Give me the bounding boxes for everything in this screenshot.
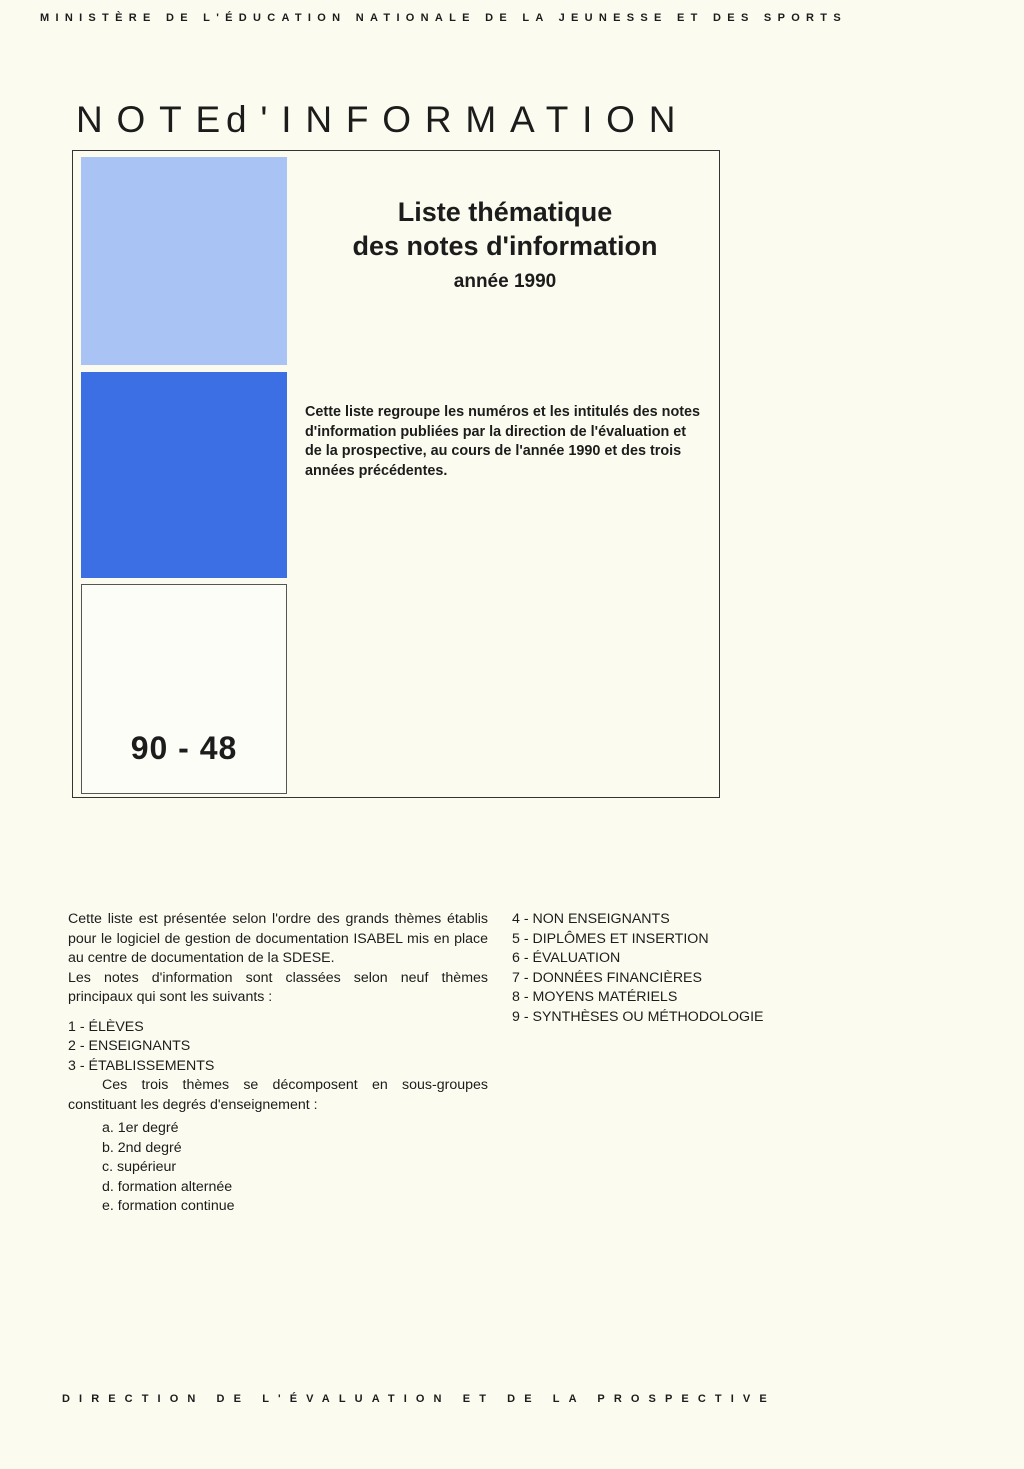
theme-item: 7 - DONNÉES FINANCIÈRES (512, 969, 702, 986)
direction-footer: DIRECTION DE L'ÉVALUATION ET DE LA PROSPECTIVE (62, 1393, 776, 1405)
code-block (81, 584, 287, 794)
subgroup-item: c. supérieur (102, 1159, 177, 1175)
title-line-1: Liste thématique (397, 197, 613, 227)
cover-title (305, 195, 705, 263)
cover-year: année 1990 (453, 271, 557, 292)
cover-summary: Cette liste regroupe les numéros et les intitulés des notes d'information publiées par la direction de l'évaluation et de la prospective, au cours de l'année 1990 et des trois années précédentes. (305, 404, 701, 479)
brand-d: d' (225, 99, 282, 140)
theme-item: 6 - ÉVALUATION (512, 950, 621, 966)
intro-paragraph-1: Cette liste est présentée selon l'ordre des grands thèmes établis pour le logiciel de gestion de documentation ISABEL mis en place au centre de documentation de la SDESE. (68, 911, 488, 966)
left-column (68, 910, 488, 1217)
theme-item: 2 - ENSEIGNANTS (68, 1038, 191, 1054)
publication-title (76, 98, 736, 142)
subgroup-item: e. formation continue (102, 1198, 235, 1214)
theme-item: 8 - MOYENS MATÉRIELS (512, 989, 678, 1005)
subgroup-item: b. 2nd degré (102, 1139, 182, 1156)
theme-item: 5 - DIPLÔMES ET INSERTION (512, 930, 709, 947)
subgroups-list (68, 1119, 488, 1217)
note-number: 90 - 48 (130, 730, 238, 766)
dark-blue-block (81, 372, 287, 578)
subgroups-intro: Ces trois thèmes se décomposent en sous-groupes constituant les degrés d'enseignement : (68, 1077, 488, 1113)
ministry-header: MINISTÈRE DE L'ÉDUCATION NATIONALE DE LA JEUNESSE ET DES SPORTS (40, 12, 847, 24)
theme-item: 4 - NON ENSEIGNANTS (512, 911, 670, 927)
themes-list-right (512, 910, 832, 1027)
brand-information: INFORMATION (281, 99, 690, 140)
subgroup-item: d. formation alternée (102, 1178, 233, 1195)
theme-item: 3 - ÉTABLISSEMENTS (68, 1057, 215, 1074)
theme-item: 1 - ÉLÈVES (68, 1018, 144, 1035)
intro-paragraph-2: Les notes d'information sont classées selon neuf thèmes principaux qui sont les suivants : (68, 969, 488, 1005)
subgroup-item: a. 1er degré (102, 1120, 179, 1136)
theme-item: 9 - SYNTHÈSES OU MÉTHODOLOGIE (512, 1008, 764, 1025)
themes-list-left (68, 1018, 488, 1077)
title-line-2: des notes d'information (352, 231, 658, 261)
cover-panel (72, 150, 720, 798)
light-blue-block (81, 157, 287, 365)
brand-note: NOTE (76, 99, 234, 140)
